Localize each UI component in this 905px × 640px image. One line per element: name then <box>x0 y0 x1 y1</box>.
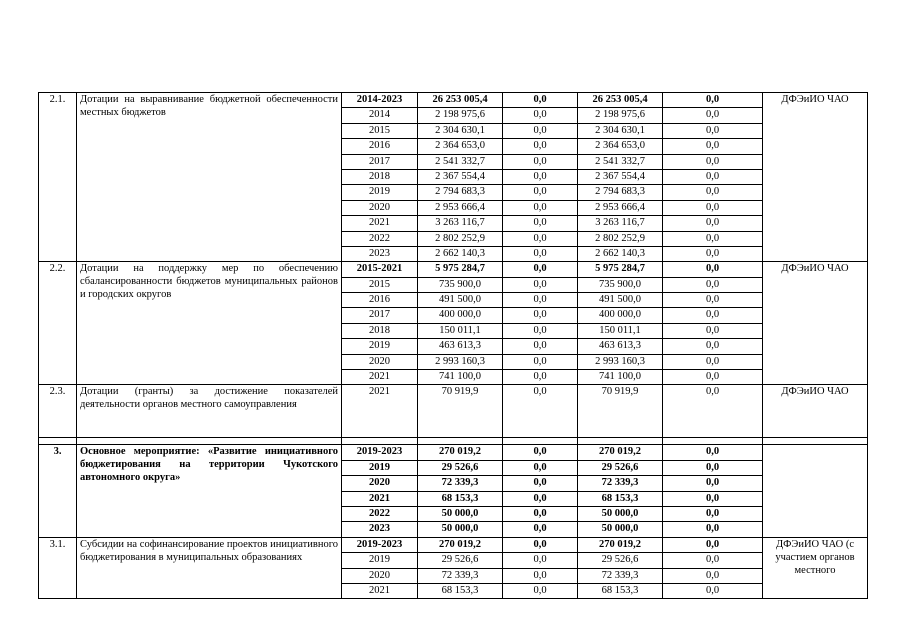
value-cell: 0,0 <box>663 123 763 138</box>
spacer-cell <box>39 438 77 445</box>
value-cell: 0,0 <box>663 476 763 491</box>
year-cell: 2015-2021 <box>342 262 418 277</box>
value-cell: 2 198 975,6 <box>418 108 503 123</box>
value-cell: 0,0 <box>503 93 578 108</box>
value-cell: 0,0 <box>663 491 763 506</box>
value-cell: 2 198 975,6 <box>578 108 663 123</box>
value-cell: 0,0 <box>503 108 578 123</box>
item-description: Субсидии на софинансирование проектов инициативного бюджетирования в муниципальных образованиях <box>77 537 342 599</box>
value-cell: 2 541 332,7 <box>418 154 503 169</box>
value-cell: 2 304 630,1 <box>418 123 503 138</box>
value-cell: 0,0 <box>503 354 578 369</box>
value-cell: 0,0 <box>503 169 578 184</box>
value-cell: 2 794 683,3 <box>418 185 503 200</box>
year-cell: 2019 <box>342 553 418 568</box>
value-cell: 2 367 554,4 <box>578 169 663 184</box>
year-cell: 2020 <box>342 200 418 215</box>
value-cell: 2 794 683,3 <box>578 185 663 200</box>
value-cell: 72 339,3 <box>418 568 503 583</box>
item-description: Основное мероприятие: «Развитие инициативного бюджетирования на территории Чукотского автономного округа» <box>77 445 342 537</box>
value-cell: 0,0 <box>503 491 578 506</box>
budget-table <box>38 92 868 599</box>
value-cell: 0,0 <box>503 553 578 568</box>
item-number: 3.1. <box>39 537 77 599</box>
value-cell: 0,0 <box>663 522 763 537</box>
value-cell: 0,0 <box>503 445 578 460</box>
value-cell: 0,0 <box>663 231 763 246</box>
value-cell: 0,0 <box>663 216 763 231</box>
value-cell: 400 000,0 <box>418 308 503 323</box>
value-cell: 0,0 <box>663 553 763 568</box>
year-cell: 2019-2023 <box>342 537 418 552</box>
year-cell: 2019-2023 <box>342 445 418 460</box>
year-cell: 2018 <box>342 169 418 184</box>
spacer-cell <box>503 438 578 445</box>
value-cell: 491 500,0 <box>578 293 663 308</box>
value-cell: 2 364 653,0 <box>578 139 663 154</box>
value-cell: 2 953 666,4 <box>578 200 663 215</box>
value-cell: 0,0 <box>503 246 578 261</box>
value-cell: 0,0 <box>503 568 578 583</box>
table-row <box>39 445 868 460</box>
value-cell: 0,0 <box>663 262 763 277</box>
value-cell: 0,0 <box>503 308 578 323</box>
year-cell: 2017 <box>342 154 418 169</box>
year-cell: 2023 <box>342 522 418 537</box>
value-cell: 270 019,2 <box>578 445 663 460</box>
value-cell: 2 367 554,4 <box>418 169 503 184</box>
value-cell: 270 019,2 <box>418 445 503 460</box>
value-cell: 0,0 <box>663 246 763 261</box>
value-cell: 50 000,0 <box>578 506 663 521</box>
year-cell: 2014-2023 <box>342 93 418 108</box>
item-number: 2.2. <box>39 262 77 385</box>
value-cell: 0,0 <box>663 385 763 438</box>
value-cell: 2 662 140,3 <box>578 246 663 261</box>
value-cell: 26 253 005,4 <box>418 93 503 108</box>
table-body <box>39 93 868 599</box>
value-cell: 70 919,9 <box>418 385 503 438</box>
value-cell: 0,0 <box>503 154 578 169</box>
item-number: 2.1. <box>39 93 77 262</box>
year-cell: 2016 <box>342 293 418 308</box>
table-row <box>39 385 868 438</box>
value-cell: 0,0 <box>663 506 763 521</box>
year-cell: 2014 <box>342 108 418 123</box>
value-cell: 491 500,0 <box>418 293 503 308</box>
value-cell: 72 339,3 <box>578 568 663 583</box>
executor-cell: ДФЭиИО ЧАО (с участием органов местного <box>763 537 868 599</box>
value-cell: 0,0 <box>663 583 763 598</box>
year-cell: 2019 <box>342 339 418 354</box>
value-cell: 68 153,3 <box>418 583 503 598</box>
year-cell: 2020 <box>342 354 418 369</box>
value-cell: 0,0 <box>503 139 578 154</box>
year-cell: 2019 <box>342 460 418 475</box>
value-cell: 0,0 <box>663 169 763 184</box>
value-cell: 0,0 <box>663 139 763 154</box>
value-cell: 0,0 <box>663 339 763 354</box>
value-cell: 2 364 653,0 <box>418 139 503 154</box>
value-cell: 2 304 630,1 <box>578 123 663 138</box>
value-cell: 2 802 252,9 <box>578 231 663 246</box>
value-cell: 0,0 <box>503 216 578 231</box>
value-cell: 0,0 <box>663 370 763 385</box>
value-cell: 0,0 <box>663 185 763 200</box>
value-cell: 0,0 <box>503 339 578 354</box>
value-cell: 70 919,9 <box>578 385 663 438</box>
value-cell: 0,0 <box>503 385 578 438</box>
value-cell: 0,0 <box>503 460 578 475</box>
value-cell: 2 541 332,7 <box>578 154 663 169</box>
spacer-cell <box>418 438 503 445</box>
value-cell: 0,0 <box>663 277 763 292</box>
value-cell: 0,0 <box>663 323 763 338</box>
value-cell: 3 263 116,7 <box>578 216 663 231</box>
value-cell: 0,0 <box>503 293 578 308</box>
value-cell: 463 613,3 <box>418 339 503 354</box>
value-cell: 0,0 <box>503 522 578 537</box>
executor-cell: ДФЭиИО ЧАО <box>763 262 868 385</box>
value-cell: 2 993 160,3 <box>418 354 503 369</box>
year-cell: 2021 <box>342 370 418 385</box>
value-cell: 5 975 284,7 <box>578 262 663 277</box>
value-cell: 2 802 252,9 <box>418 231 503 246</box>
year-cell: 2015 <box>342 123 418 138</box>
value-cell: 741 100,0 <box>578 370 663 385</box>
value-cell: 0,0 <box>503 537 578 552</box>
item-description: Дотации на поддержку мер по обеспечению сбалансированности бюджетов муниципальных районов и городских округов <box>77 262 342 385</box>
value-cell: 0,0 <box>663 460 763 475</box>
value-cell: 29 526,6 <box>578 553 663 568</box>
item-number: 2.3. <box>39 385 77 438</box>
table-row <box>39 93 868 108</box>
value-cell: 0,0 <box>663 354 763 369</box>
value-cell: 2 993 160,3 <box>578 354 663 369</box>
value-cell: 29 526,6 <box>578 460 663 475</box>
year-cell: 2021 <box>342 491 418 506</box>
value-cell: 68 153,3 <box>578 491 663 506</box>
value-cell: 741 100,0 <box>418 370 503 385</box>
year-cell: 2015 <box>342 277 418 292</box>
value-cell: 29 526,6 <box>418 460 503 475</box>
value-cell: 68 153,3 <box>578 583 663 598</box>
value-cell: 0,0 <box>503 185 578 200</box>
value-cell: 0,0 <box>503 123 578 138</box>
value-cell: 50 000,0 <box>418 506 503 521</box>
value-cell: 735 900,0 <box>578 277 663 292</box>
year-cell: 2017 <box>342 308 418 323</box>
value-cell: 150 011,1 <box>578 323 663 338</box>
value-cell: 0,0 <box>503 370 578 385</box>
value-cell: 0,0 <box>503 506 578 521</box>
spacer-cell <box>763 438 868 445</box>
value-cell: 0,0 <box>663 108 763 123</box>
value-cell: 50 000,0 <box>578 522 663 537</box>
year-cell: 2020 <box>342 568 418 583</box>
value-cell: 735 900,0 <box>418 277 503 292</box>
value-cell: 0,0 <box>503 262 578 277</box>
value-cell: 0,0 <box>663 200 763 215</box>
value-cell: 0,0 <box>503 583 578 598</box>
value-cell: 0,0 <box>503 476 578 491</box>
value-cell: 72 339,3 <box>418 476 503 491</box>
value-cell: 29 526,6 <box>418 553 503 568</box>
year-cell: 2019 <box>342 185 418 200</box>
value-cell: 270 019,2 <box>418 537 503 552</box>
value-cell: 2 953 666,4 <box>418 200 503 215</box>
value-cell: 68 153,3 <box>418 491 503 506</box>
value-cell: 463 613,3 <box>578 339 663 354</box>
value-cell: 0,0 <box>503 231 578 246</box>
value-cell: 0,0 <box>663 93 763 108</box>
value-cell: 0,0 <box>663 537 763 552</box>
year-cell: 2018 <box>342 323 418 338</box>
table-row <box>39 262 868 277</box>
spacer-cell <box>578 438 663 445</box>
spacer-cell <box>77 438 342 445</box>
value-cell: 0,0 <box>663 308 763 323</box>
year-cell: 2016 <box>342 139 418 154</box>
value-cell: 0,0 <box>663 445 763 460</box>
value-cell: 0,0 <box>503 277 578 292</box>
spacer-row <box>39 438 868 445</box>
year-cell: 2020 <box>342 476 418 491</box>
executor-cell: ДФЭиИО ЧАО <box>763 385 868 438</box>
year-cell: 2021 <box>342 583 418 598</box>
value-cell: 50 000,0 <box>418 522 503 537</box>
item-description: Дотации на выравнивание бюджетной обеспеченности местных бюджетов <box>77 93 342 262</box>
year-cell: 2021 <box>342 385 418 438</box>
value-cell: 3 263 116,7 <box>418 216 503 231</box>
executor-cell: ДФЭиИО ЧАО <box>763 93 868 262</box>
value-cell: 0,0 <box>663 568 763 583</box>
executor-cell <box>763 445 868 537</box>
value-cell: 0,0 <box>503 323 578 338</box>
year-cell: 2021 <box>342 216 418 231</box>
item-description: Дотации (гранты) за достижение показателей деятельности органов местного самоуправления <box>77 385 342 438</box>
value-cell: 26 253 005,4 <box>578 93 663 108</box>
value-cell: 0,0 <box>663 293 763 308</box>
table-row <box>39 537 868 552</box>
value-cell: 2 662 140,3 <box>418 246 503 261</box>
spacer-cell <box>663 438 763 445</box>
year-cell: 2022 <box>342 506 418 521</box>
year-cell: 2022 <box>342 231 418 246</box>
spacer-cell <box>342 438 418 445</box>
value-cell: 0,0 <box>503 200 578 215</box>
value-cell: 5 975 284,7 <box>418 262 503 277</box>
year-cell: 2023 <box>342 246 418 261</box>
value-cell: 400 000,0 <box>578 308 663 323</box>
value-cell: 0,0 <box>663 154 763 169</box>
item-number: 3. <box>39 445 77 537</box>
value-cell: 72 339,3 <box>578 476 663 491</box>
value-cell: 270 019,2 <box>578 537 663 552</box>
value-cell: 150 011,1 <box>418 323 503 338</box>
